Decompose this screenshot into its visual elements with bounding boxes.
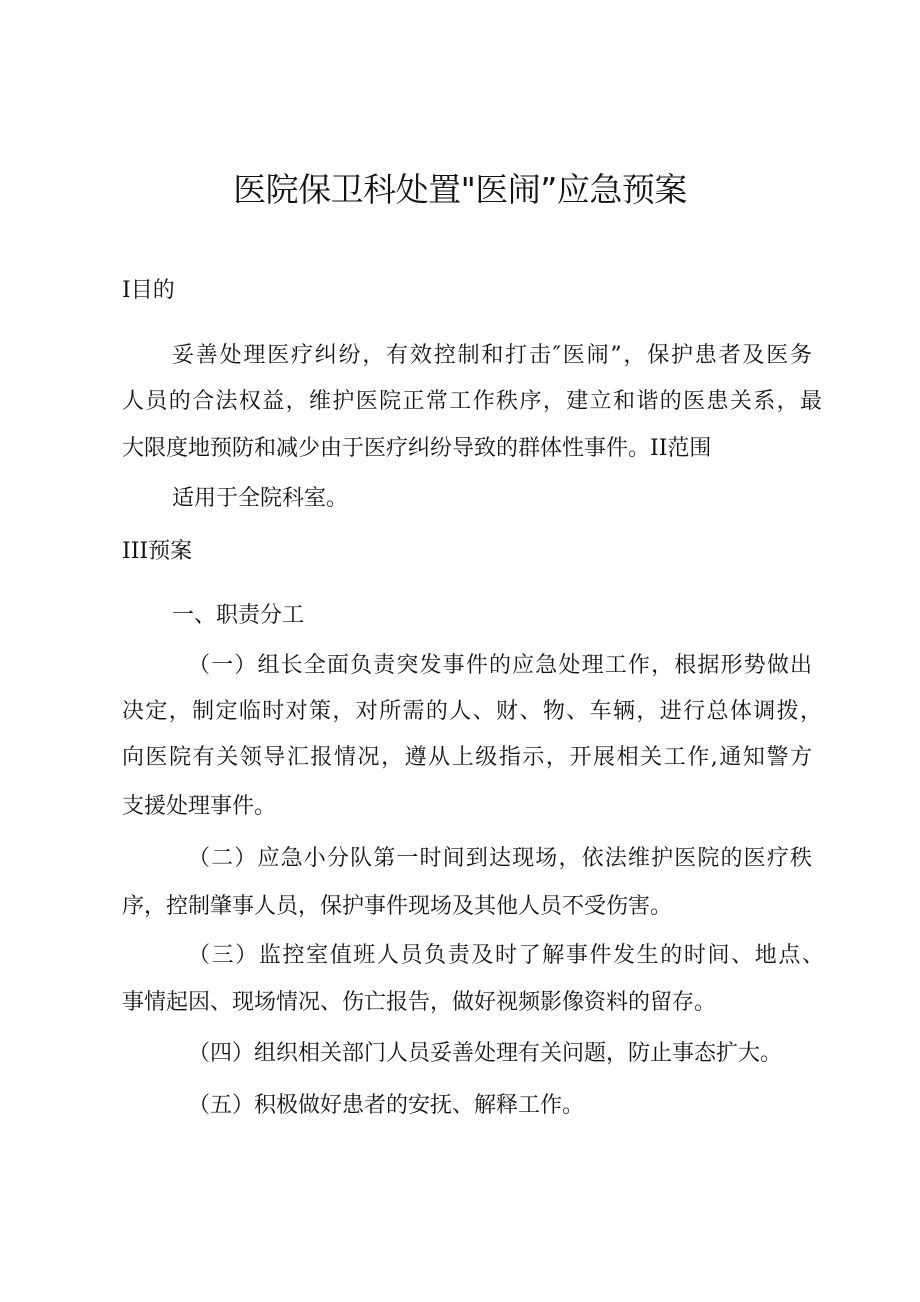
paragraph-line: 支援处理事件。 (122, 794, 277, 819)
paragraph-line: 序，控制肇事人员，保护事件现场及其他人员不受伤害。 (122, 894, 673, 919)
document-title: 医院保卫科处置"医闹”应急预案 (233, 170, 687, 209)
section-heading-purpose: I目的 (122, 278, 175, 303)
paragraph-line: 大限度地预防和减少由于医疗纠纷导致的群体性事件。II范围 (122, 436, 712, 461)
paragraph-line: （二）应急小分队第一时间到达现场，依法维护医院的医疗秩 (188, 846, 812, 871)
paragraph-line: 人员的合法权益，维护医院正常工作秩序，建立和谐的医患关系，最 (122, 389, 822, 414)
paragraph-line: 事情起因、现场情况、伤亡报告，做好视频影像资料的留存。 (122, 990, 717, 1015)
paragraph-line: 向医院有关领导汇报情况，遵从上级指示，开展相关工作,通知警方 (122, 745, 812, 770)
paragraph-line: 妥善处理医疗纠纷，有效控制和打击″医闹”，保护患者及医务 (172, 343, 812, 368)
paragraph-line: 决定，制定临时对策，对所需的人、财、物、车辆，进行总体调拨， (122, 699, 822, 724)
section-heading-plan: III预案 (122, 539, 193, 564)
paragraph-line: （三）监控室值班人员负责及时了解事件发生的时间、地点、 (188, 943, 824, 968)
subsection-heading: 一、职责分工 (172, 603, 305, 628)
paragraph-line: （四）组织相关部门人员妥善处理有关问题，防止事态扩大。 (188, 1041, 783, 1066)
paragraph-line: 适用于全院科室。 (172, 486, 349, 511)
paragraph-line: （五）积极做好患者的安抚、解释工作。 (188, 1093, 585, 1118)
paragraph-line: （一）组长全面负责突发事件的应急处理工作，根据形势做出 (188, 653, 812, 678)
